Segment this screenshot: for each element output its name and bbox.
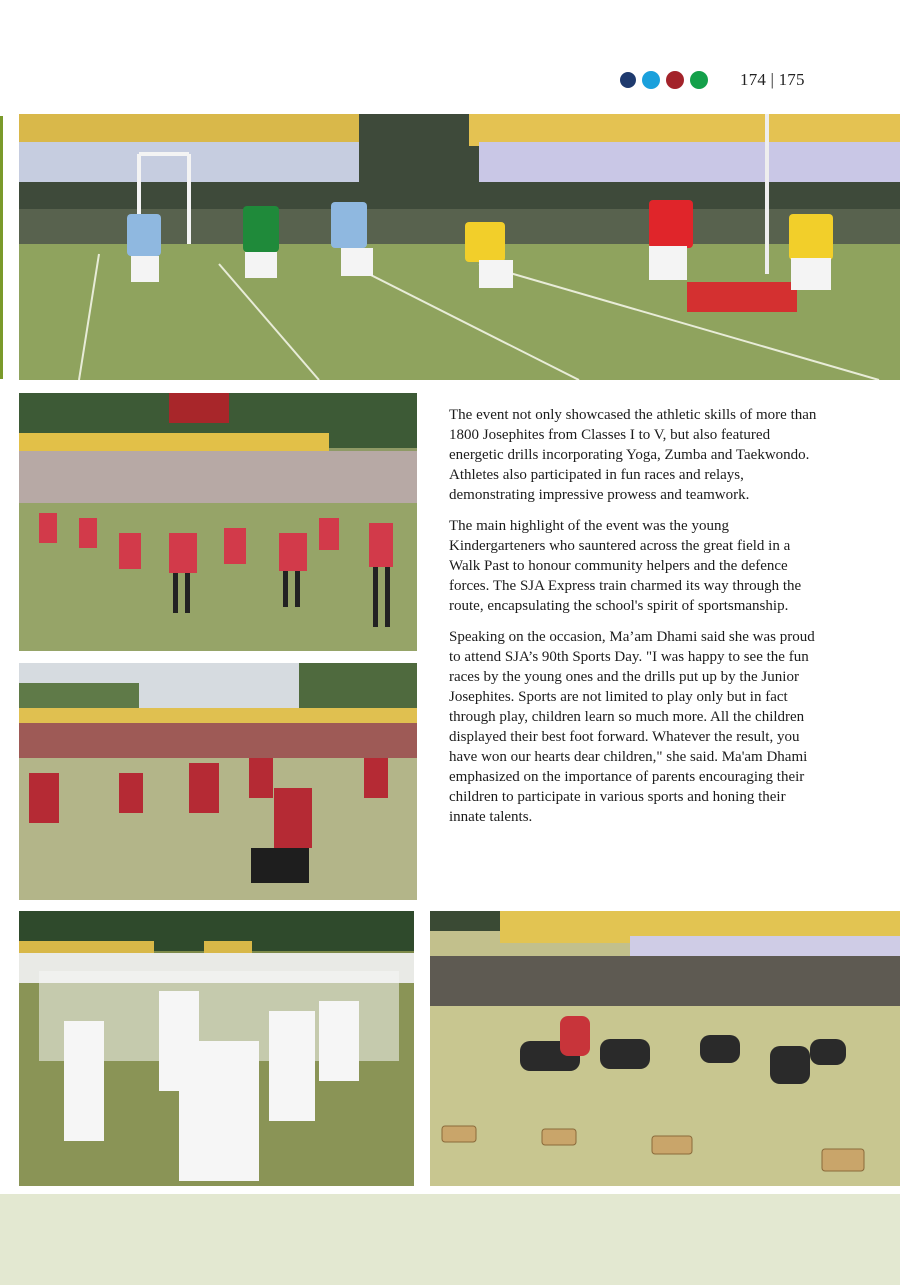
article-text bbox=[449, 405, 821, 838]
navy-dot-icon bbox=[620, 72, 636, 88]
color-dots bbox=[620, 71, 708, 89]
photo-running-race bbox=[19, 114, 900, 380]
footer-band bbox=[0, 1194, 900, 1285]
article-paragraph: The event not only showcased the athletic skills of more than 1800 Josephites from Classes I to V, but also featured energetic drills incorporating Yoga, Zumba and Taekwondo. Athletes also participated in fun races and relays, demonstrating impressive prowess and teamwork. bbox=[449, 407, 817, 503]
page-numbers: 174 | 175 bbox=[740, 70, 805, 89]
photo-taekwondo-drill bbox=[19, 911, 414, 1186]
edge-mark bbox=[0, 116, 3, 379]
green-dot-icon bbox=[690, 71, 708, 89]
blue-dot-icon bbox=[642, 71, 660, 89]
article-paragraph: The main highlight of the event was the young Kindergarteners who sauntered across the great field in a Walk Past to honour community helpers and the defence forces. The SJA Express train charmed its way through the route, encapsulating the school's spirit of sportsmanship. bbox=[449, 518, 802, 614]
photo-junior-drill bbox=[19, 663, 417, 900]
red-dot-icon bbox=[666, 71, 684, 89]
article-paragraph: Speaking on the occasion, Ma’am Dhami said she was proud to attend SJA’s 90th Sports Day. "I was happy to see the fun races by the young ones and the drills put up by the Junior Josephites. Sports are not limited to play only but in fact through play, children learn so much more. All the children displayed their best foot forward. Whatever the result, you have won our hearts dear children," she said. Ma'am Dhami emphasized on the importance of parents encouraging their children to participate in various sports and honing their innate talents. bbox=[449, 629, 815, 825]
photo-kindergarten-drill bbox=[19, 393, 417, 651]
photo-fun-race bbox=[430, 911, 900, 1186]
